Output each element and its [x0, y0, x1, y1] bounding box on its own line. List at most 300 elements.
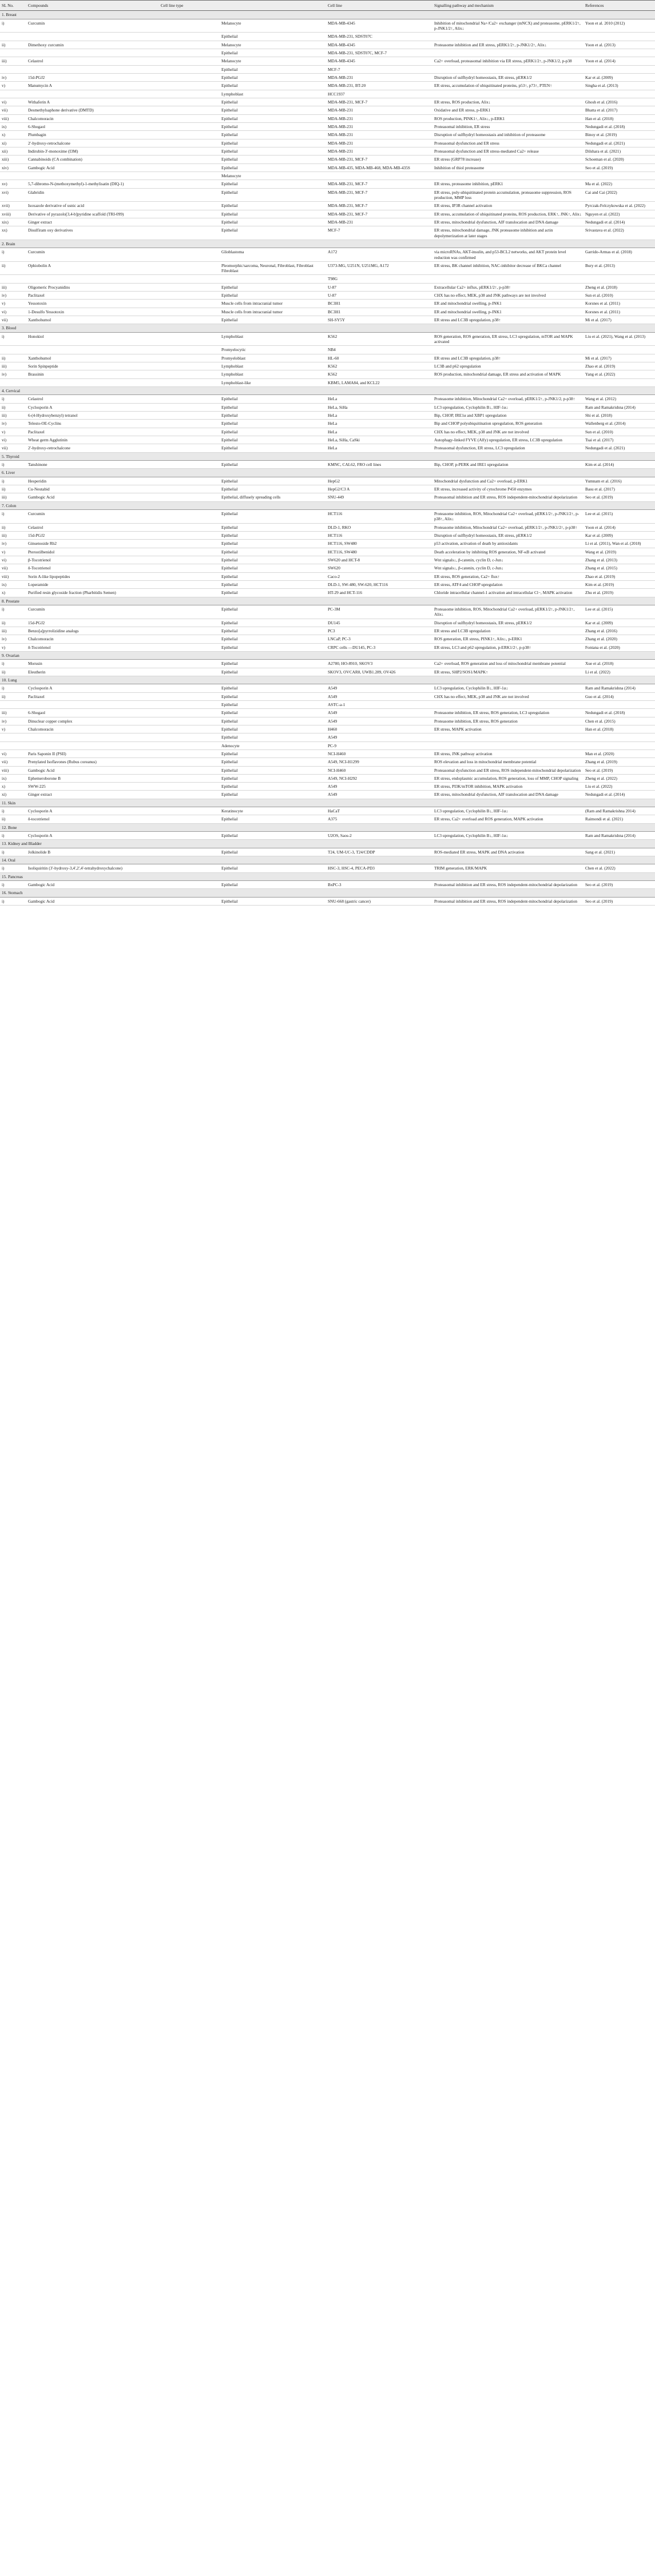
- table-row: [0, 172, 655, 180]
- cell-mechanism: Ca2+ overload, proteasomal inhibition via ER stress, pERK1/2↑, p-JNK1/2, p-p38: [432, 57, 583, 65]
- table-row: [0, 556, 655, 564]
- cell-line-name: DLD-1, SW-480, SW-620, HCT116: [326, 580, 432, 588]
- cell-mechanism: ER stress and LC3B upregulation: [432, 627, 583, 635]
- table-row: [0, 49, 655, 57]
- table-row: [0, 717, 655, 725]
- table-row: [0, 420, 655, 428]
- cell-line-name: A549: [326, 717, 432, 725]
- cell-reference: Cai and Cai (2022): [583, 188, 655, 202]
- cell-sl-no: xii): [0, 147, 26, 155]
- cell-sl-no: ii): [0, 523, 26, 531]
- cell-mechanism: [432, 346, 583, 354]
- cell-mechanism: Proteasomal dysfunction, ER stress, LC3 upregulation: [432, 444, 583, 452]
- cell-spacer: [159, 692, 220, 700]
- cell-sl-no: iv): [0, 717, 26, 725]
- section-title: 8. Prostate: [0, 597, 655, 605]
- cell-reference: Liu et al. (2022): [583, 783, 655, 791]
- cell-compound: Xanthohumol: [26, 354, 159, 362]
- cell-line-type: Epithelial: [220, 700, 326, 708]
- cell-line-name: A549: [326, 692, 432, 700]
- cell-mechanism: ER stress, accumulation of ubiquitinated proteins, ROS production, ERK↑, JNK↑, Alix↓: [432, 210, 583, 218]
- table-row: [0, 749, 655, 757]
- cell-line-name: A2780, HO-8910, SKOV3: [326, 660, 432, 668]
- cell-compound: 6-Shogaol: [26, 709, 159, 717]
- cell-sl-no: [0, 733, 26, 741]
- cell-spacer: [159, 346, 220, 354]
- cell-spacer: [159, 106, 220, 114]
- cell-line-name: HeLa, SiHa: [326, 403, 432, 411]
- cell-spacer: [159, 261, 220, 275]
- cell-mechanism: ROS production, PINK1↑, Alix↓, p-ERK1: [432, 114, 583, 122]
- section-row: [0, 799, 655, 807]
- cell-line-type: Epithelial: [220, 122, 326, 130]
- table-row: [0, 19, 655, 33]
- cell-reference: Zhang et al. (2013): [583, 556, 655, 564]
- cell-mechanism: p53 activation, activation of death by antioxidants: [432, 540, 583, 548]
- cell-compound: Curcumin: [26, 19, 159, 33]
- cell-line-type: Epithelial: [220, 766, 326, 774]
- cell-spacer: [159, 444, 220, 452]
- cell-spacer: [159, 864, 220, 872]
- cell-spacer: [159, 700, 220, 708]
- cell-spacer: [159, 218, 220, 226]
- section-title: 9. Ovarian: [0, 651, 655, 659]
- cell-sl-no: vi): [0, 308, 26, 316]
- cell-mechanism: ROS production, mitochondrial damage, ER stress and activation of MAPK: [432, 370, 583, 378]
- cell-line-type: Melanocyte: [220, 57, 326, 65]
- cell-sl-no: vii): [0, 106, 26, 114]
- cell-line-type: Lymphoblast: [220, 90, 326, 98]
- cell-sl-no: vi): [0, 436, 26, 444]
- cell-reference: Guo et al. (2014): [583, 692, 655, 700]
- cell-line-type: Epithelial: [220, 147, 326, 155]
- cell-reference: Seo et al. (2019): [583, 766, 655, 774]
- cell-line-type: Epithelial: [220, 510, 326, 524]
- cell-reference: Wang et al. (2012): [583, 395, 655, 403]
- cell-mechanism: Disruption of sulfhydryl homeostasis and inhibition of proteasome: [432, 131, 583, 139]
- cell-spacer: [159, 540, 220, 548]
- table-row: [0, 523, 655, 531]
- cell-mechanism: ER stress and LC3B upregulation, p38↑: [432, 354, 583, 362]
- cell-line-name: ASTC-a-1: [326, 700, 432, 708]
- section-title: 13. Kidney and Bladder: [0, 840, 655, 848]
- cell-line-type: Epithelial: [220, 692, 326, 700]
- table-row: [0, 461, 655, 469]
- cell-mechanism: ER stress, ROS generation, Ca2+ flux↑: [432, 572, 583, 580]
- cell-sl-no: i): [0, 248, 26, 262]
- cell-reference: Liu et al. (2021), Wang et al. (2013): [583, 332, 655, 346]
- cell-line-type: Epithelial: [220, 82, 326, 90]
- cell-spacer: [159, 300, 220, 308]
- cell-compound: [26, 378, 159, 386]
- cell-line-name: HL-60: [326, 354, 432, 362]
- cell-line-name: MDA-MB-231: [326, 114, 432, 122]
- cell-line-type: Epithelial: [220, 897, 326, 905]
- cell-line-name: U-87: [326, 283, 432, 291]
- cell-spacer: [159, 733, 220, 741]
- table-row: [0, 218, 655, 226]
- cell-sl-no: viii): [0, 766, 26, 774]
- cell-sl-no: [0, 172, 26, 180]
- cell-mechanism: Extracellular Ca2+ influx, pERK1/2↑, p-p38↑: [432, 283, 583, 291]
- cell-line-type: Epithelial: [220, 444, 326, 452]
- cell-mechanism: ER and mitochondrial swelling, p-JNK1: [432, 300, 583, 308]
- cell-line-type: Epithelial: [220, 881, 326, 889]
- table-row: [0, 692, 655, 700]
- section-row: [0, 676, 655, 684]
- cell-line-name: U373-MG, U251N, U251MG, A172: [326, 261, 432, 275]
- section-title: 5. Thyroid: [0, 452, 655, 460]
- cell-sl-no: v): [0, 548, 26, 556]
- cell-line-name: PC-9: [326, 741, 432, 749]
- cell-mechanism: ER stress, ATF4 and CHOP upregulation: [432, 580, 583, 588]
- cell-spacer: [159, 485, 220, 493]
- cell-reference: Yoon et al. (2013): [583, 41, 655, 49]
- cell-spacer: [159, 791, 220, 799]
- cell-reference: Tsai et al. (2017): [583, 436, 655, 444]
- table-row: [0, 643, 655, 651]
- cell-compound: [26, 33, 159, 41]
- cell-line-type: Melanocyte: [220, 19, 326, 33]
- cell-reference: Garrido-Armas et al. (2018): [583, 248, 655, 262]
- table-row: [0, 283, 655, 291]
- table-row: [0, 90, 655, 98]
- cell-reference: [583, 346, 655, 354]
- cell-compound: [26, 700, 159, 708]
- cell-reference: Mi et al. (2017): [583, 354, 655, 362]
- cell-compound: Sorin Spinpeptide: [26, 362, 159, 370]
- cell-sl-no: iv): [0, 292, 26, 300]
- cell-line-type: Pleomorphic/sarcoma, Neuronal, Fibroblast, Fibroblast Fibroblast: [220, 261, 326, 275]
- section-title: 3. Blood: [0, 324, 655, 332]
- cell-spacer: [159, 741, 220, 749]
- table-row: [0, 147, 655, 155]
- cell-compound: Gambogic Acid: [26, 766, 159, 774]
- cell-spacer: [159, 523, 220, 531]
- cell-compound: Dinuclear copper complex: [26, 717, 159, 725]
- cell-mechanism: Proteasomal inhibition and ER stress, ROS independent-mitochondrial depolarization: [432, 897, 583, 905]
- cell-spacer: [159, 643, 220, 651]
- cell-spacer: [159, 627, 220, 635]
- cell-line-name: A549, NCI-H1299: [326, 758, 432, 766]
- cell-line-type: Epithelial: [220, 556, 326, 564]
- cell-sl-no: [0, 275, 26, 283]
- cell-reference: Nedungadi et al. (2021): [583, 139, 655, 147]
- section-title: 15. Pancreas: [0, 872, 655, 880]
- cell-mechanism: Oxidative and ER stress, p-ERK1: [432, 106, 583, 114]
- table-row: [0, 98, 655, 106]
- table-row: [0, 589, 655, 597]
- cell-line-type: Epithelial: [220, 668, 326, 676]
- cell-spacer: [159, 275, 220, 283]
- cell-sl-no: i): [0, 684, 26, 692]
- cell-line-type: Lymphoblast: [220, 362, 326, 370]
- cell-line-type: Epithelial: [220, 106, 326, 114]
- section-row: [0, 889, 655, 897]
- table-row: [0, 548, 655, 556]
- cell-sl-no: ix): [0, 580, 26, 588]
- table-row: [0, 741, 655, 749]
- cell-sl-no: ii): [0, 261, 26, 275]
- cell-spacer: [159, 147, 220, 155]
- cell-line-type: Melanocyte: [220, 172, 326, 180]
- table-row: [0, 65, 655, 73]
- table-row: [0, 292, 655, 300]
- table-row: [0, 848, 655, 856]
- cell-reference: Zhang et al. (2020): [583, 635, 655, 643]
- cell-spacer: [159, 709, 220, 717]
- cell-mechanism: ER stress, mitochondrial dysfunction, AIF translocation and DNA damage: [432, 218, 583, 226]
- cell-line-type: Epithelial: [220, 114, 326, 122]
- cell-sl-no: i): [0, 510, 26, 524]
- cell-spacer: [159, 90, 220, 98]
- table-row: [0, 627, 655, 635]
- cell-line-type: Epithelial: [220, 627, 326, 635]
- cell-reference: Li et al. (2011), Wan et al. (2018): [583, 540, 655, 548]
- cell-line-type: Adenocyte: [220, 741, 326, 749]
- cell-spacer: [159, 155, 220, 164]
- section-row: [0, 452, 655, 460]
- table-row: [0, 758, 655, 766]
- cell-mechanism: ER and mitochondrial swelling, p-JNK1: [432, 308, 583, 316]
- cell-compound: Ephemeroborone B: [26, 774, 159, 782]
- cell-line-type: Epithelial: [220, 164, 326, 172]
- cell-spacer: [159, 580, 220, 588]
- cell-line-name: MDA-MB-231: [326, 73, 432, 81]
- table-row: [0, 619, 655, 627]
- cell-sl-no: i): [0, 395, 26, 403]
- section-row: [0, 501, 655, 509]
- cell-sl-no: i): [0, 807, 26, 815]
- cell-sl-no: ii): [0, 403, 26, 411]
- cell-compound: Benzo[a]pyrrolizidine analogs: [26, 627, 159, 635]
- cell-line-name: NCI-H460: [326, 766, 432, 774]
- cell-line-name: A549, NCI-H292: [326, 774, 432, 782]
- cell-mechanism: Bip and CHOP polyubiquitination upregulation, ROS generation: [432, 420, 583, 428]
- cell-compound: Telesto-OE-Cyclins: [26, 420, 159, 428]
- cell-line-type: Epithelial: [220, 65, 326, 73]
- cell-sl-no: i): [0, 605, 26, 619]
- cell-compound: Withaferin A: [26, 98, 159, 106]
- header-compounds: Compounds: [26, 1, 159, 11]
- cell-sl-no: iv): [0, 370, 26, 378]
- cell-sl-no: vii): [0, 758, 26, 766]
- cell-compound: Indirubin-3'-monoxime (I3M): [26, 147, 159, 155]
- cell-line-name: HSC-3, HSC-4, PECA-PD3: [326, 864, 432, 872]
- cell-line-type: Epithelial: [220, 864, 326, 872]
- paraptosis-compound-table: [0, 0, 655, 906]
- cell-mechanism: CHX has no effect, MEK, p38 and JNK are not involved: [432, 428, 583, 436]
- cell-compound: Chalcomoracin: [26, 635, 159, 643]
- table-row: [0, 41, 655, 49]
- cell-reference: Zhang et al. (2015): [583, 564, 655, 572]
- cell-line-name: HT-29 and HCT-116: [326, 589, 432, 597]
- cell-reference: Yoon et al. (2014): [583, 57, 655, 65]
- cell-mechanism: Proteasome inhibition, Mitochondrial Ca2+ overload, pERK1/2↑, p-JNK1/2, p-p38↑: [432, 395, 583, 403]
- cell-sl-no: iii): [0, 283, 26, 291]
- cell-line-type: Epithelial: [220, 749, 326, 757]
- cell-mechanism: CHX has no effect, MEK, p38 and JNK pathways are not involved: [432, 292, 583, 300]
- cell-sl-no: iii): [0, 362, 26, 370]
- cell-line-type: Epithelial: [220, 210, 326, 218]
- cell-mechanism: [432, 741, 583, 749]
- section-row: [0, 856, 655, 864]
- cell-sl-no: xiv): [0, 164, 26, 172]
- table-row: [0, 709, 655, 717]
- cell-reference: Zhang et al. (2016): [583, 627, 655, 635]
- cell-mechanism: LC3 upregulation, Cyclophilin B↓, HIF-1α↓: [432, 832, 583, 840]
- cell-line-name: PC-3M: [326, 605, 432, 619]
- cell-line-name: HepG2: [326, 477, 432, 485]
- cell-reference: Xue et al. (2018): [583, 660, 655, 668]
- cell-line-name: A549: [326, 783, 432, 791]
- cell-reference: (Ram and Ramakrishna 2014): [583, 807, 655, 815]
- cell-mechanism: ER stress, SHP2/SOS1/MAPK↑: [432, 668, 583, 676]
- cell-mechanism: ROS-mediated ER stress, MAPK and DNA activation: [432, 848, 583, 856]
- cell-mechanism: ER stress, proteasome inhibition, pERK1: [432, 180, 583, 188]
- cell-line-name: MDA-MB-231: [326, 131, 432, 139]
- table-row: [0, 485, 655, 493]
- cell-compound: Dimethoxy curcumin: [26, 41, 159, 49]
- cell-reference: Yang et al. (2022): [583, 370, 655, 378]
- cell-mechanism: [432, 733, 583, 741]
- cell-spacer: [159, 832, 220, 840]
- section-row: [0, 324, 655, 332]
- cell-reference: Chen et al. (2022): [583, 864, 655, 872]
- cell-compound: Cu-Neutabid: [26, 485, 159, 493]
- cell-sl-no: ix): [0, 122, 26, 130]
- cell-line-type: Epithelial: [220, 33, 326, 41]
- cell-mechanism: ER stress, increased activity of cytochrome P450 enzymes: [432, 485, 583, 493]
- cell-line-type: Epithelial: [220, 725, 326, 733]
- table-row: [0, 122, 655, 130]
- cell-reference: Sang et al. (2021): [583, 848, 655, 856]
- cell-spacer: [159, 461, 220, 469]
- cell-line-type: Epithelial: [220, 580, 326, 588]
- cell-spacer: [159, 897, 220, 905]
- table-row: [0, 700, 655, 708]
- section-title: 12. Bone: [0, 823, 655, 831]
- cell-spacer: [159, 531, 220, 539]
- cell-spacer: [159, 370, 220, 378]
- cell-line-type: Lymphoblast: [220, 332, 326, 346]
- table-row: [0, 188, 655, 202]
- header-mechanism: Signalling pathway and mechanism: [432, 1, 583, 11]
- cell-reference: Binoy et al. (2019): [583, 131, 655, 139]
- cell-line-type: Epithelial: [220, 733, 326, 741]
- cell-spacer: [159, 98, 220, 106]
- cell-compound: Paclitaxel: [26, 692, 159, 700]
- table-row: [0, 226, 655, 240]
- cell-mechanism: Disruption of sulfhydryl homeostasis, ER stress, pERK1/2: [432, 73, 583, 81]
- cell-compound: Cannabinoids (CA combination): [26, 155, 159, 164]
- cell-line-name: HepG2/C3 A: [326, 485, 432, 493]
- cell-mechanism: LC3 upregulation, Cyclophilin B↓, HIF-1α↓: [432, 403, 583, 411]
- cell-sl-no: v): [0, 82, 26, 90]
- cell-reference: Nedungadi et al. (2018): [583, 709, 655, 717]
- cell-reference: Dilshara et al. (2021): [583, 147, 655, 155]
- cell-line-type: Epithelial: [220, 98, 326, 106]
- cell-mechanism: [432, 378, 583, 386]
- cell-reference: [583, 378, 655, 386]
- table-row: [0, 510, 655, 524]
- cell-mechanism: ER stress, Ca2+ overload and ROS generation, MAPK activation: [432, 815, 583, 823]
- cell-reference: Ma et al. (2022): [583, 180, 655, 188]
- cell-sl-no: iii): [0, 531, 26, 539]
- table-row: [0, 783, 655, 791]
- cell-sl-no: iii): [0, 493, 26, 501]
- cell-line-name: [326, 172, 432, 180]
- cell-sl-no: xvii): [0, 202, 26, 210]
- cell-mechanism: CHX has no effect, MEK, p38 and JNK are not involved: [432, 692, 583, 700]
- cell-compound: Ginsenoside Rh2: [26, 540, 159, 548]
- cell-line-type: Lymphoblast: [220, 370, 326, 378]
- cell-sl-no: xi): [0, 791, 26, 799]
- cell-reference: Zhao et al. (2019): [583, 572, 655, 580]
- cell-reference: Schoeman et al. (2020): [583, 155, 655, 164]
- cell-sl-no: iv): [0, 73, 26, 81]
- cell-line-name: MDA-MB-231: [326, 106, 432, 114]
- table-row: [0, 572, 655, 580]
- cell-line-type: Epithelial: [220, 832, 326, 840]
- cell-mechanism: ER stress, PI3K/mTOR inhibition, MAPK activation: [432, 783, 583, 791]
- cell-compound: 15d-PGJ2: [26, 73, 159, 81]
- table-row: [0, 164, 655, 172]
- table-row: [0, 660, 655, 668]
- cell-sl-no: i): [0, 881, 26, 889]
- cell-reference: Nedungadi et al. (2014): [583, 791, 655, 799]
- cell-sl-no: [0, 346, 26, 354]
- section-row: [0, 872, 655, 880]
- cell-mechanism: Inhibition of thiol proteasome: [432, 164, 583, 172]
- table-row: [0, 248, 655, 262]
- table-row: [0, 605, 655, 619]
- cell-sl-no: [0, 90, 26, 98]
- cell-spacer: [159, 725, 220, 733]
- cell-reference: Zheng et al. (2018): [583, 283, 655, 291]
- cell-line-type: Epithelial: [220, 420, 326, 428]
- cell-reference: Sun et al. (2010): [583, 428, 655, 436]
- cell-sl-no: iv): [0, 540, 26, 548]
- cell-reference: Kim et al. (2014): [583, 461, 655, 469]
- cell-sl-no: iv): [0, 420, 26, 428]
- cell-line-name: MDA-MB-231, MCF-7: [326, 98, 432, 106]
- cell-line-type: Epithelial: [220, 180, 326, 188]
- table-row: [0, 477, 655, 485]
- cell-sl-no: vi): [0, 556, 26, 564]
- cell-reference: Zhao et al. (2019): [583, 362, 655, 370]
- table-row: [0, 531, 655, 539]
- cell-spacer: [159, 477, 220, 485]
- cell-compound: Derivative of pyrazolo[3,4-b]pyridine scaffold (TRI-099): [26, 210, 159, 218]
- cell-compound: Cyclosporin A: [26, 403, 159, 411]
- cell-line-name: K562: [326, 370, 432, 378]
- table-row: [0, 180, 655, 188]
- cell-compound: Eleutherin: [26, 668, 159, 676]
- header-sl-no: SL No.: [0, 1, 26, 11]
- cell-mechanism: ROS elevation and loss in mitochondrial membrane potential: [432, 758, 583, 766]
- cell-mechanism: Wnt signals↓, β-catenin, cyclin D, c-Jun↓: [432, 556, 583, 564]
- cell-line-name: KMNC, CAL62, FRO cell lines: [326, 461, 432, 469]
- cell-reference: Mi et al. (2017): [583, 316, 655, 324]
- section-row: [0, 597, 655, 605]
- cell-reference: Seo et al. (2019): [583, 881, 655, 889]
- cell-line-name: Caco-2: [326, 572, 432, 580]
- cell-reference: [583, 49, 655, 57]
- cell-compound: Chalcomoracin: [26, 725, 159, 733]
- cell-mechanism: [432, 33, 583, 41]
- cell-line-type: Epithelial: [220, 155, 326, 164]
